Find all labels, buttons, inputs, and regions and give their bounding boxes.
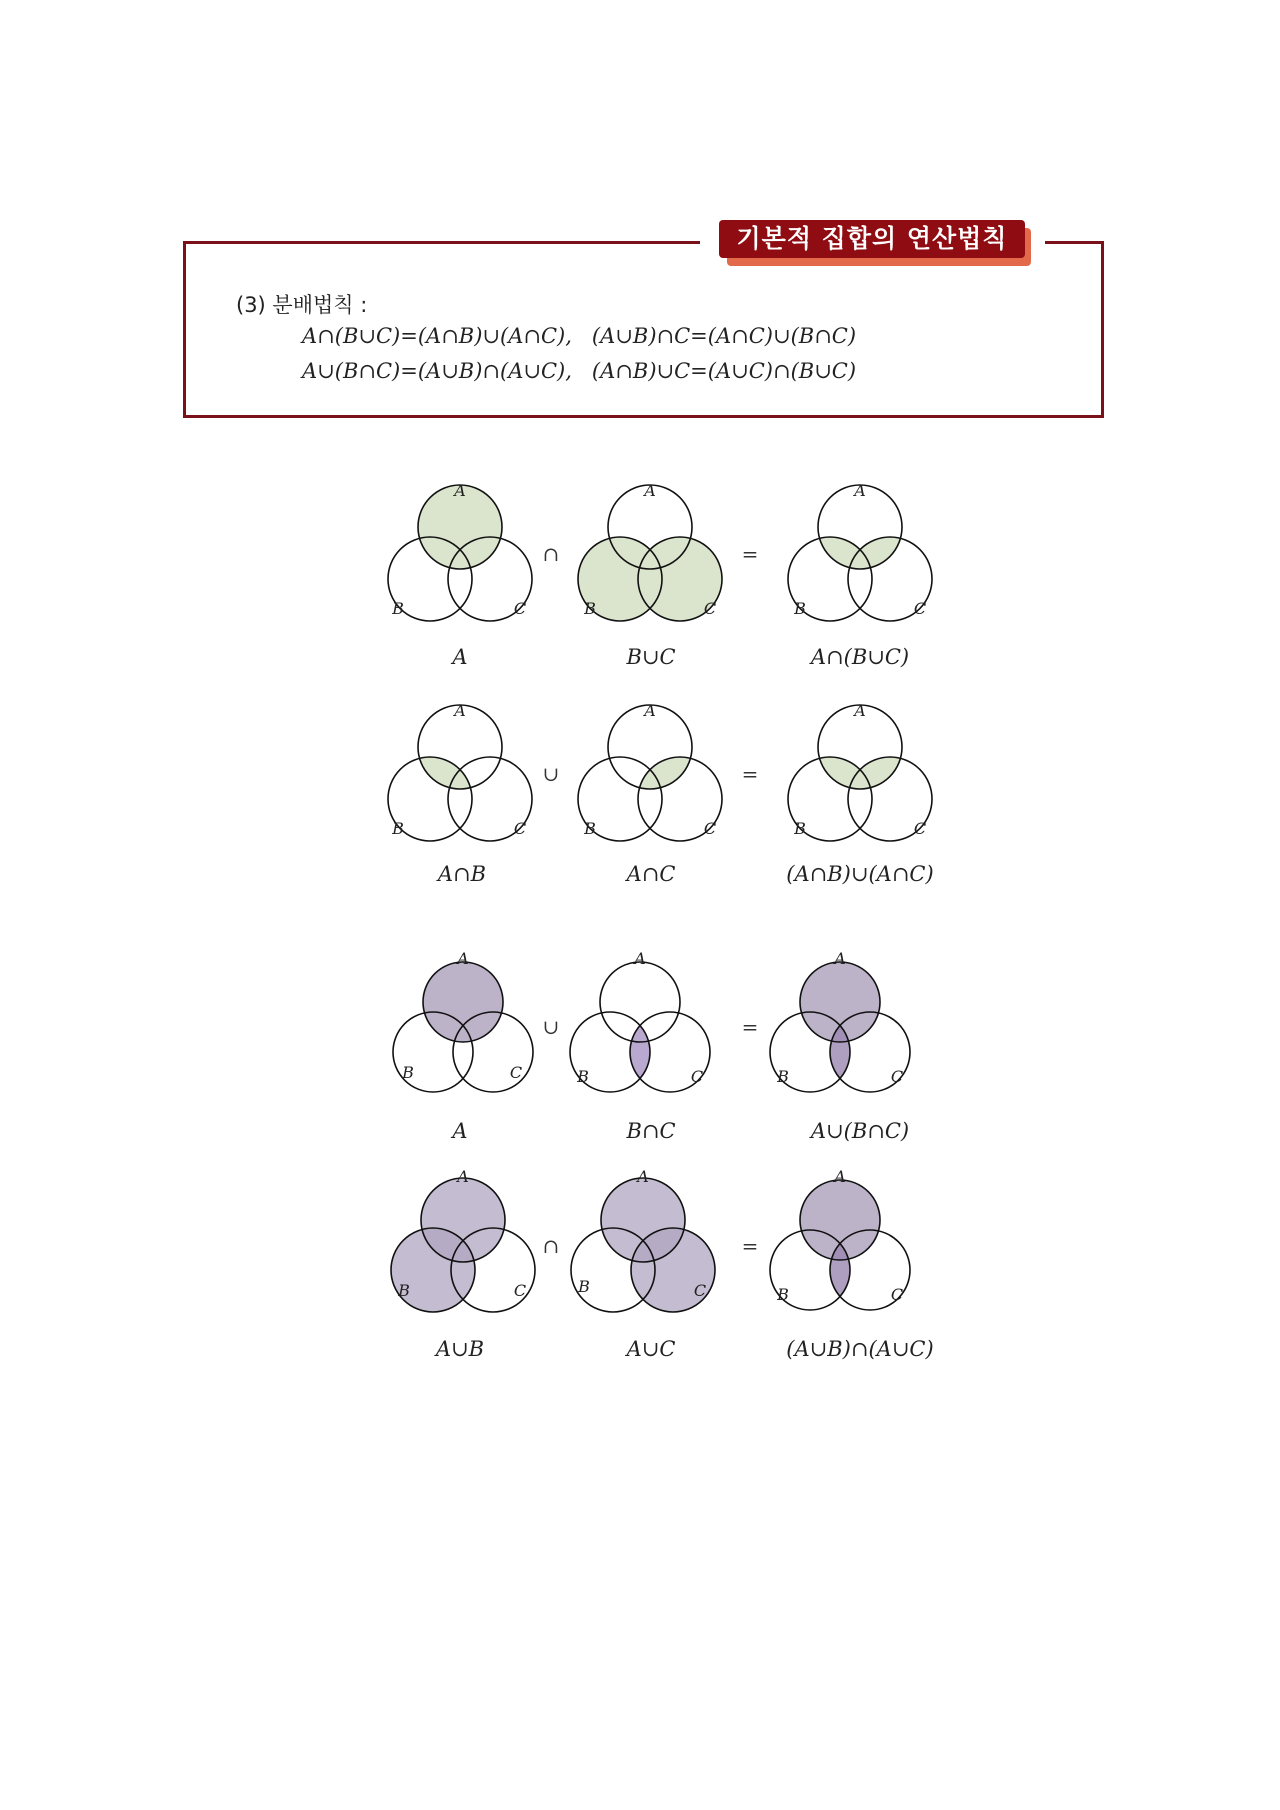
venn-a [388,485,532,621]
equals-symbol: = [741,1234,759,1258]
label-a: A [454,701,466,720]
operator-symbol: ∩ [542,542,560,566]
operator-symbol: ∪ [542,762,560,786]
law-heading: (3) 분배법칙 : [236,293,368,317]
venn-b-union-c [578,485,722,621]
caption: A∩(B∪C) [810,645,910,669]
formula-line-2: A∪(B∩C)=(A∪B)∩(A∪C), (A∩B)∪C=(A∪C)∩(B∪C) [302,359,857,383]
section-title: 기본적 집합의 연산법칙 [719,220,1025,258]
label-b: B [584,599,596,618]
venn-a-cap-c [578,705,722,841]
label-b: B [398,1281,410,1300]
caption: A∪(B∩C) [810,1119,910,1143]
label-a: A [644,481,656,500]
caption: A∩C [626,862,676,886]
label-c: C [690,1067,704,1086]
label-a: A [644,701,656,720]
label-c: C [513,819,527,838]
caption: A [452,1119,468,1143]
label-b: B [777,1067,789,1086]
venn-b-cap-c [570,962,710,1092]
venn-row-2 [388,705,932,841]
label-a: A [457,949,469,968]
label-a: A [854,701,866,720]
venn-ab-union-ac [788,705,932,841]
caption: A∩B [437,862,487,886]
venn-aub-cap-auc [770,1180,910,1310]
caption: A [452,645,468,669]
label-c: C [890,1067,904,1086]
operator-symbol: ∩ [542,1234,560,1258]
label-b: B [584,819,596,838]
label-a: A [457,1167,469,1186]
label-c: C [513,1281,527,1300]
equals-symbol: = [741,762,759,786]
caption: (A∩B)∪(A∩C) [786,862,934,886]
venn-row-4 [391,1178,910,1312]
label-b: B [794,599,806,618]
label-b: B [577,1067,589,1086]
label-a: A [634,949,646,968]
label-b: B [402,1063,414,1082]
venn-row-1 [388,485,932,621]
label-c: C [693,1281,707,1300]
label-b: B [777,1285,789,1304]
label-b: B [578,1277,590,1296]
venn-a-cap-b-union-c [788,485,932,621]
label-a: A [854,481,866,500]
label-b: B [392,599,404,618]
label-a: A [637,1167,649,1186]
label-c: C [890,1285,904,1304]
caption: (A∪B)∩(A∪C) [786,1337,934,1361]
venn-a-cap-b [388,705,532,841]
label-c: C [703,819,717,838]
label-a: A [454,481,466,500]
label-c: C [513,599,527,618]
label-b: B [392,819,404,838]
caption: B∪C [626,645,676,669]
equals-symbol: = [741,542,759,566]
caption: B∩C [626,1119,676,1143]
label-a: A [834,949,846,968]
venn-row-3 [393,962,910,1092]
label-a: A [834,1167,846,1186]
caption: A∪B [435,1337,485,1361]
caption: A∪C [626,1337,676,1361]
operator-symbol: ∪ [542,1015,560,1039]
label-b: B [794,819,806,838]
equals-symbol: = [741,1015,759,1039]
venn-a-union-b-cap-c [770,962,910,1092]
formula-line-1: A∩(B∪C)=(A∩B)∪(A∩C), (A∪B)∩C=(A∩C)∪(B∩C) [302,324,857,348]
label-c: C [509,1063,523,1082]
label-c: C [703,599,717,618]
label-c: C [913,599,927,618]
label-c: C [913,819,927,838]
